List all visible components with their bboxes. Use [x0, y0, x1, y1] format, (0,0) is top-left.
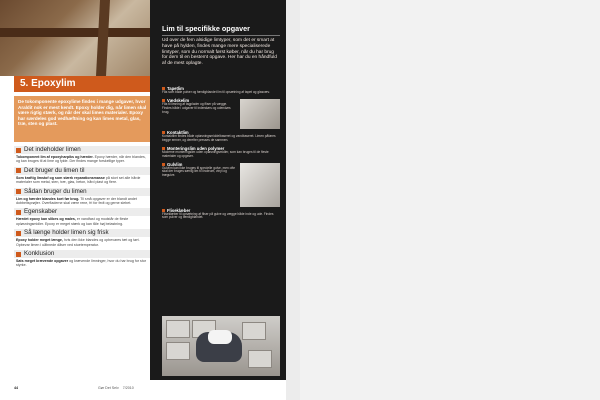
- tile: [166, 320, 190, 338]
- specialty-item: [162, 130, 280, 143]
- right-page-blank: [300, 0, 600, 400]
- issue-number: 7/2010: [122, 386, 134, 390]
- specialty-item: [162, 162, 280, 179]
- tile-adhesive-photo: [240, 99, 280, 129]
- left-page: [0, 0, 286, 400]
- section-bold: Lim og hærder blandes kort før brug.: [16, 196, 80, 201]
- specialty-title: Gulvlim: [167, 161, 183, 167]
- section-title: Så længe holder limen sig frisk: [24, 229, 109, 237]
- wood-stick: [96, 0, 110, 76]
- bullet-square-icon: [16, 210, 21, 215]
- section-text: Til små opgaver er der blandt andet dobbeltsprøjter. Overfladerne skal være rene, fri for fedt og gerne slebet.: [16, 196, 137, 206]
- section-shelf-life: [14, 229, 151, 247]
- section-bold: Som kraftig limstof og som stærk reparationsmasse: [16, 175, 105, 180]
- specialty-item: [162, 146, 280, 159]
- bullet-square-icon: [16, 168, 21, 173]
- section-contents: [14, 146, 151, 164]
- section-text: er vandfast og modstår de fleste opløsningsmidler. Epoxy er meget stærk og kan tåle høj belastning.: [16, 217, 129, 226]
- tiling-worker-photo: [162, 316, 280, 376]
- specialty-title: Monteringslim uden polymer: [167, 145, 225, 151]
- section-title: Konklusion: [24, 250, 55, 258]
- tile: [242, 322, 266, 340]
- tile: [166, 342, 190, 360]
- wood-bar: [0, 28, 151, 37]
- specialty-title: Vædskelim: [167, 97, 190, 103]
- section-how-to: [14, 188, 151, 206]
- section-title: Det bruger du limen til: [24, 166, 85, 174]
- specialty-text: Fliseklæber til opsætning af fliser på gulve og vægge både inde og ude. Findes som pulver og færdigblandet.: [162, 211, 274, 220]
- specialty-text: Moderne monteringslim uden opløsningsmidler, som kan bruges til de fleste materialer og opgaver.: [162, 149, 269, 158]
- section-text: på stort set alle hårde materialer som metal, sten, træ, glas, beton, hård plast og flere.: [16, 175, 141, 185]
- specialty-text: Gulvlim kan ikke bruges til specielle gulve, men ofte skal der bruges særlig lim til linoleum, vinyl og trægulve.: [162, 165, 235, 178]
- bullet-square-icon: [16, 148, 21, 153]
- section-conclusion: [14, 250, 151, 268]
- bullet-square-icon: [16, 252, 21, 257]
- specialty-text: Fås til limning af tagplader og fliser på vægge. Findes både i udgaver til indendørs og udendørs brug.: [162, 101, 231, 114]
- section-title: Det indeholder limen: [24, 146, 81, 153]
- section-text: hvis den ikke blandes og opbevares tæt og tørt. Opbevar limen i uåbnede dåser ved stuetemperatur.: [16, 238, 140, 247]
- section-bold: Tokomponent lim af epoxyharpiks og hærder.: [16, 155, 94, 159]
- section-bold: Hærdet epoxy kan slibes og males,: [16, 217, 76, 222]
- specialty-list: [162, 86, 280, 223]
- section-title: Egenskaber: [24, 208, 58, 216]
- intro-box: De tokomponente epoxylime findes i mange udgaver, hvor Araldit nok er mest kendt. Epoxy holder dig, når limen skal være rigtig stærk, og når der skal limes materialer. Epoxy har særdeles god vedhæftning og kan limes metal, glas, træ, sten og plast.: [14, 96, 151, 142]
- section-bold: Epoxy holder meget længe,: [16, 238, 63, 243]
- specialty-title: Kontaktlim: [167, 129, 189, 135]
- specialty-item: [162, 98, 280, 115]
- specialty-title: Fliseklæber: [167, 207, 191, 213]
- section-text: og krævende limninger, hvor du har brug for stor styrke.: [16, 259, 147, 268]
- section-bold: Sats meget krævende opgaver: [16, 259, 69, 264]
- bullet-square-icon: [16, 231, 21, 236]
- sections-column: [14, 146, 151, 271]
- bullet-square-icon: [16, 189, 21, 194]
- specialty-title: Tapetlim: [167, 86, 184, 91]
- page-number: 44: [14, 386, 18, 390]
- section-text: Epoxy hærder, når den blandes, og kan bruges til at lime og fylde. Der findes mange forskellige typer.: [16, 155, 146, 164]
- page-title: 5. Epoxylim: [14, 76, 151, 92]
- page-footer: [14, 386, 274, 390]
- specialty-item: [162, 208, 280, 221]
- specialty-panel: [150, 0, 286, 380]
- panel-lead: Ud over de fem alsidige limtyper, som det er smart at have på hylden, findes mange mere specialiserede limtyper, som du normalt først køber, når du har brug for dem til en bestemt opgave. Her har du en håndfuld af de mest oplagte.: [162, 38, 277, 67]
- floor-adhesive-photo: [240, 163, 280, 207]
- specialty-text: Kontaktlim findes både opløsningsmiddelbaseret og vandbaseret. Limen påføres begge emner, og derefter presses de sammen.: [162, 133, 276, 142]
- panel-title: Lim til specifikke opgaver: [162, 24, 280, 36]
- section-properties: [14, 208, 151, 226]
- worker-shirt: [208, 330, 232, 344]
- tile: [248, 350, 272, 368]
- wood-joint-photo: [0, 0, 151, 76]
- specialty-text: Fås som både pulver og færdigblandet lim til opsætning af tapet og glasvæv.: [162, 90, 270, 94]
- section-title: Sådan bruger du limen: [24, 187, 87, 195]
- section-usage: [14, 167, 151, 185]
- specialty-item: [162, 86, 280, 95]
- magazine-name: Gør Det Selv: [98, 386, 119, 390]
